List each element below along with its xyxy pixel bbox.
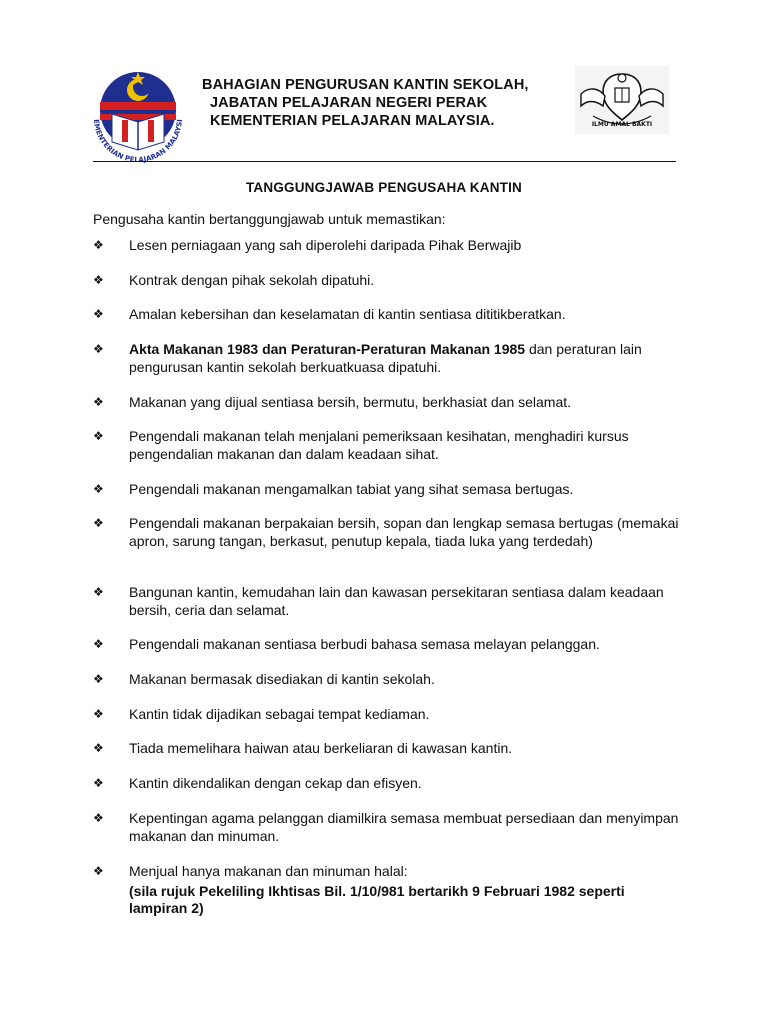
list-item — [93, 863, 683, 918]
list-item-text: Amalan kebersihan dan keselamatan di kantin sentiasa dititikberatkan. — [129, 306, 566, 322]
list-item-text: Menjual hanya makanan dan minuman halal: (sila rujuk Pekeliling Ikhtisas Bil. 1/10/981 bertarikh 9 Februari 1982 seperti lampiran 2) — [129, 863, 683, 918]
header-line-1: BAHAGIAN PENGURUSAN KANTIN SEKOLAH, — [202, 77, 529, 93]
list-item — [93, 306, 683, 324]
bullet-icon: ❖ — [93, 307, 104, 321]
list-item-text: Makanan yang dijual sentiasa bersih, bermutu, berkhasiat dan selamat. — [129, 394, 572, 410]
list-item-text: Kepentingan agama pelanggan diamilkira semasa membuat persediaan dan menyimpan makanan dan minuman. — [129, 810, 679, 844]
bullet-icon: ❖ — [93, 707, 104, 721]
header-divider — [93, 161, 676, 162]
list-item — [93, 272, 683, 290]
list-item — [93, 775, 683, 793]
list-item — [93, 428, 683, 463]
bullet-icon: ❖ — [93, 395, 104, 409]
list-item-text: Pengendali makanan berpakaian bersih, sopan dan lengkap semasa bertugas (memakai apron, sarung tangan, berkasut, penutup kepala, tiada luka yang terdedah) — [129, 515, 679, 549]
list-item-text: Kantin dikendalikan dengan cekap dan efisyen. — [129, 775, 422, 791]
ministry-logo — [82, 66, 194, 166]
list-item-text: Pengendali makanan mengamalkan tabiat yang sihat semasa bertugas. — [129, 481, 574, 497]
list-item-text: Pengendali makanan telah menjalani pemeriksaan kesihatan, menghadiri kursus pengendalian makanan dan dalam keadaan sihat. — [129, 428, 629, 462]
bullet-icon: ❖ — [93, 637, 104, 651]
list-item-text: Tiada memelihara haiwan atau berkeliaran di kawasan kantin. — [129, 740, 513, 756]
list-item — [93, 394, 683, 412]
header-line-2: JABATAN PELAJARAN NEGERI PERAK — [210, 95, 488, 111]
bullet-icon: ❖ — [93, 776, 104, 790]
bullet-icon: ❖ — [93, 672, 104, 686]
bullet-icon: ❖ — [93, 864, 104, 878]
list-item-text: Lesen perniagaan yang sah diperolehi daripada Pihak Berwajib — [129, 237, 522, 253]
list-item — [93, 481, 683, 499]
header-line-3: KEMENTERIAN PELAJARAN MALAYSIA. — [210, 113, 495, 129]
intro-text: Pengusaha kantin bertanggungjawab untuk memastikan: — [93, 211, 446, 227]
page-title: TANGGUNGJAWAB PENGUSAHA KANTIN — [245, 180, 522, 195]
svg-text:KEMENTERIAN PELAJARAN MALAYSIA: EMENTERIAN PELAJARAN MALAYSI — [91, 118, 184, 165]
list-item — [93, 810, 683, 845]
bullet-icon: ❖ — [93, 238, 104, 252]
list-item-text: Kantin tidak dijadikan sebagai tempat kediaman. — [129, 706, 430, 722]
list-item-bold-text: Akta Makanan 1983 dan Peraturan-Peraturan Makanan 1985 — [129, 341, 526, 357]
svg-text:ILMU AMAL BAKTI: ILMU AMAL BAKTI — [591, 121, 653, 128]
list-item-text: Makanan bermasak disediakan di kantin sekolah. — [129, 671, 435, 687]
list-item-text: Kontrak dengan pihak sekolah dipatuhi. — [129, 272, 375, 288]
bullet-icon: ❖ — [93, 585, 104, 599]
list-item-text: Bangunan kantin, kemudahan lain dan kawasan persekitaran sentiasa dalam keadaan bersih, ceria dan selamat. — [129, 584, 664, 618]
list-item-note: (sila rujuk Pekeliling Ikhtisas Bil. 1/10/981 bertarikh 9 Februari 1982 seperti lampiran 2) — [129, 882, 625, 916]
list-item — [93, 341, 683, 376]
list-item-text: Pengendali makanan sentiasa berbudi bahasa semasa melayan pelanggan. — [129, 636, 600, 652]
bullet-icon: ❖ — [93, 482, 104, 496]
list-item — [93, 584, 683, 619]
list-item — [93, 515, 683, 550]
bullet-icon: ❖ — [93, 516, 104, 530]
bullet-icon: ❖ — [93, 429, 104, 443]
bullet-icon: ❖ — [93, 741, 104, 755]
header-text — [202, 76, 529, 130]
school-crest-logo — [575, 66, 669, 134]
bullet-icon: ❖ — [93, 811, 104, 825]
list-item — [93, 671, 683, 689]
list-item — [93, 740, 683, 758]
bullet-icon: ❖ — [93, 273, 104, 287]
list-item — [93, 636, 683, 654]
list-item-text: Akta Makanan 1983 dan Peraturan-Peraturan Makanan 1985 dan peraturan lain pengurusan kantin sekolah berkuatkuasa dipatuhi. — [129, 341, 642, 375]
bullet-icon: ❖ — [93, 342, 104, 356]
list-item — [93, 237, 683, 255]
list-item — [93, 706, 683, 724]
